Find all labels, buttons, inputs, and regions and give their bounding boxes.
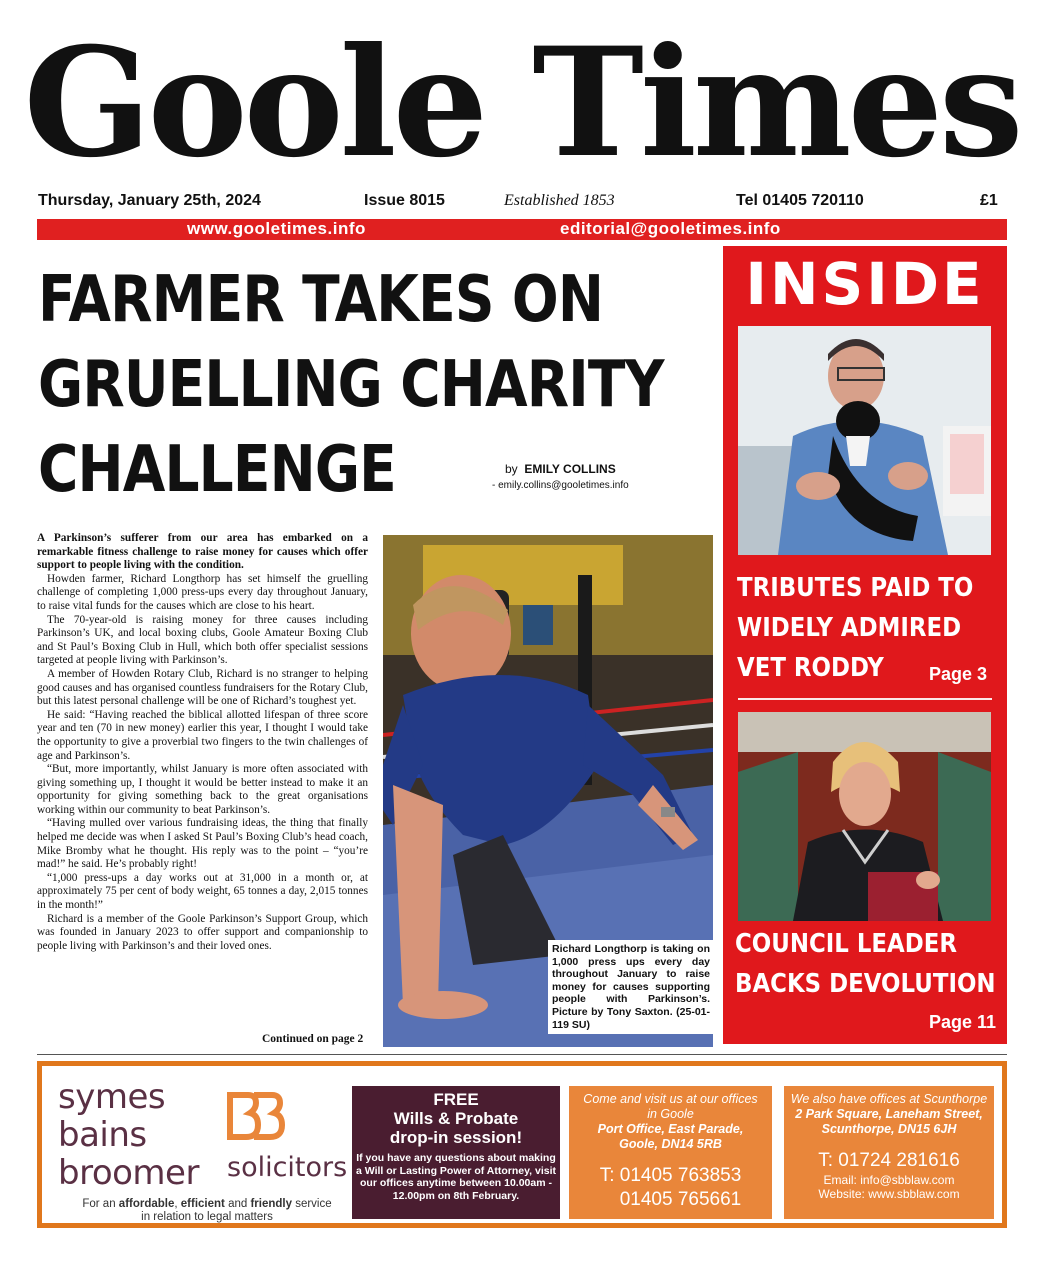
story-headline-line: TRIBUTES PAID TO <box>737 573 974 603</box>
tagline-text: and <box>224 1198 251 1210</box>
headline-line: FARMER TAKES ON <box>38 263 604 337</box>
office-email[interactable]: Email: info@sbblaw.com <box>823 1173 955 1187</box>
author-name: EMILY COLLINS <box>524 462 616 476</box>
free-title: Wills & Probate <box>393 1109 519 1128</box>
continued-note: Continued on page 2 <box>262 1033 364 1045</box>
scunthorpe-office-box <box>784 1086 994 1219</box>
council-leader-photo <box>738 712 991 921</box>
article-paragraph: “1,000 press-ups a day works out at 31,000 in a month or, at approximately 75 per cent of body weight, 65 tonnes a day, 2,015 tonnes in the month!” <box>37 871 368 912</box>
editorial-email-link[interactable]: editorial@gooletimes.info <box>560 219 781 238</box>
established-note: Established 1853 <box>504 192 615 209</box>
advert-tagline <box>62 1198 352 1224</box>
firm-name-line: symes <box>58 1077 166 1117</box>
article-paragraph: The 70-year-old is raising money for three causes including Parkinson’s UK, and local boxing clubs, Goole Amateur Boxing Club and St Paul’s Boxing Club in Hull, which both offer specialist sessions targeted at people living with Parkinson’s. <box>37 613 368 667</box>
article-body <box>37 532 368 953</box>
divider <box>37 1054 1007 1055</box>
office-phone[interactable]: T: 01405 763853 <box>599 1165 742 1186</box>
price: £1 <box>980 192 998 209</box>
inside-panel <box>723 246 1007 1044</box>
article-paragraph: “Having mulled over various fundraising ideas, the thing that finally helped me decide was when I asked St Paul’s Boxing Club’s head coach, Mike Bromby what he thought. His reply was to the point – “you’re mad!” he said. He’s probably right! <box>37 817 368 871</box>
office-intro: Come and visit us at our offices <box>583 1092 758 1106</box>
story-headline-line: COUNCIL LEADER <box>735 929 957 959</box>
masthead-info-bar <box>38 190 1008 214</box>
author-email[interactable]: - emily.collins@gooletimes.info <box>492 480 629 491</box>
free-title: FREE <box>433 1090 479 1109</box>
story-headline-line: BACKS DEVOLUTION <box>735 969 996 999</box>
office-intro: We also have offices at Scunthorpe <box>790 1092 988 1106</box>
goole-office-box <box>569 1086 772 1219</box>
telephone: Tel 01405 720110 <box>736 192 864 209</box>
office-intro: in Goole <box>647 1107 694 1121</box>
article-paragraph: He said: “Having reached the biblical allotted lifespan of three score year and ten (70 in new money) earlier this year, I thought I would take the opportunity to give a proverbial two fingers to the twin challenges of age and Parkinson’s. <box>37 708 368 762</box>
inside-title: INSIDE <box>745 250 985 318</box>
council-leader-illustration <box>738 712 991 921</box>
office-address: Port Office, East Parade, <box>597 1122 744 1136</box>
issue-number: Issue 8015 <box>364 192 445 209</box>
tagline-text: For an <box>82 1198 119 1210</box>
article-paragraph: “But, more importantly, whilst January is more often associated with giving something up, I thought it would be better instead to make it an opportunity for giving something back to the great organisations working within our community to beat Parkinson’s. <box>37 763 368 816</box>
tagline-text: , <box>174 1198 181 1210</box>
article-lead-paragraph: A Parkinson’s sufferer from our area has embarked on a remarkable fitness challenge to raise money for causes which offer support to people living with the condition. <box>37 532 368 572</box>
vet-roddy-photo <box>738 326 991 555</box>
website-link[interactable]: www.gooletimes.info <box>187 219 366 238</box>
free-title: drop-in session! <box>389 1128 523 1147</box>
contact-bar <box>37 219 1007 240</box>
solicitors-label: solicitors <box>227 1152 348 1183</box>
tagline-emphasis: efficient <box>180 1198 225 1210</box>
article-paragraph: Richard is a member of the Goole Parkinson’s Support Group, which was founded in January 2023 to offer support and companionship to people living with Parkinson’s and their loved ones. <box>37 912 368 952</box>
office-address: Scunthorpe, DN15 6JH <box>821 1122 957 1136</box>
office-address: Goole, DN14 5RB <box>619 1137 722 1151</box>
story-headline-line: VET RODDY <box>737 653 884 683</box>
sbb-logo-icon <box>226 1091 286 1141</box>
masthead-title: Goole Times <box>23 15 1020 191</box>
byline-prefix: by <box>505 462 518 476</box>
tagline-emphasis: affordable <box>118 1198 175 1210</box>
story-devolution[interactable] <box>735 924 1031 1004</box>
headline-line: CHALLENGE <box>38 433 396 507</box>
tagline-emphasis: friendly <box>250 1198 292 1210</box>
photo-caption: Richard Longthorp is taking on 1,000 press ups every day throughout January to raise money for causes supporting people with Parkinson’s. Picture by Tony Saxton. (25-01-119 SU) <box>548 940 714 1034</box>
firm-name-line: bains <box>58 1115 147 1155</box>
page-reference[interactable]: Page 3 <box>929 664 988 684</box>
office-website[interactable]: Website: www.sbblaw.com <box>818 1187 960 1201</box>
headline-line: GRUELLING CHARITY <box>38 348 664 422</box>
article-paragraph: A member of Howden Rotary Club, Richard is no stranger to helping good causes and has organised countless fundraisers for the Rotary Club, but this latest personal challenge will be one of Richard’s toughest yet. <box>37 667 368 708</box>
advert-inner <box>42 1066 1002 1223</box>
story-headline-line: WIDELY ADMIRED <box>737 613 962 643</box>
solicitors-advert[interactable] <box>37 1061 1007 1228</box>
divider <box>738 698 992 700</box>
tagline-text: service <box>292 1198 332 1210</box>
office-address: 2 Park Square, Laneham Street, <box>795 1107 983 1121</box>
office-phone[interactable]: 01405 765661 <box>619 1189 742 1210</box>
man-with-puppy-illustration <box>738 326 991 555</box>
firm-name-line: broomer <box>58 1153 199 1193</box>
issue-date: Thursday, January 25th, 2024 <box>38 192 261 209</box>
page-reference[interactable]: Page 11 <box>929 1012 997 1032</box>
byline <box>492 462 629 491</box>
free-body: If you have any questions about making a Will or Lasting Power of Attorney, visit our offices anytime between 10.00am - 12.00pm on 8th February. <box>356 1152 557 1202</box>
free-session-box <box>352 1086 560 1219</box>
article-paragraph: Howden farmer, Richard Longthorp has set himself the gruelling challenge of completing 1,000 press-ups every day throughout January, to raise vital funds for the causes which are close to his heart. <box>37 572 368 612</box>
office-phone[interactable]: T: 01724 281616 <box>818 1150 960 1171</box>
tagline-text: in relation to legal matters <box>141 1211 273 1223</box>
firm-name <box>58 1078 199 1192</box>
